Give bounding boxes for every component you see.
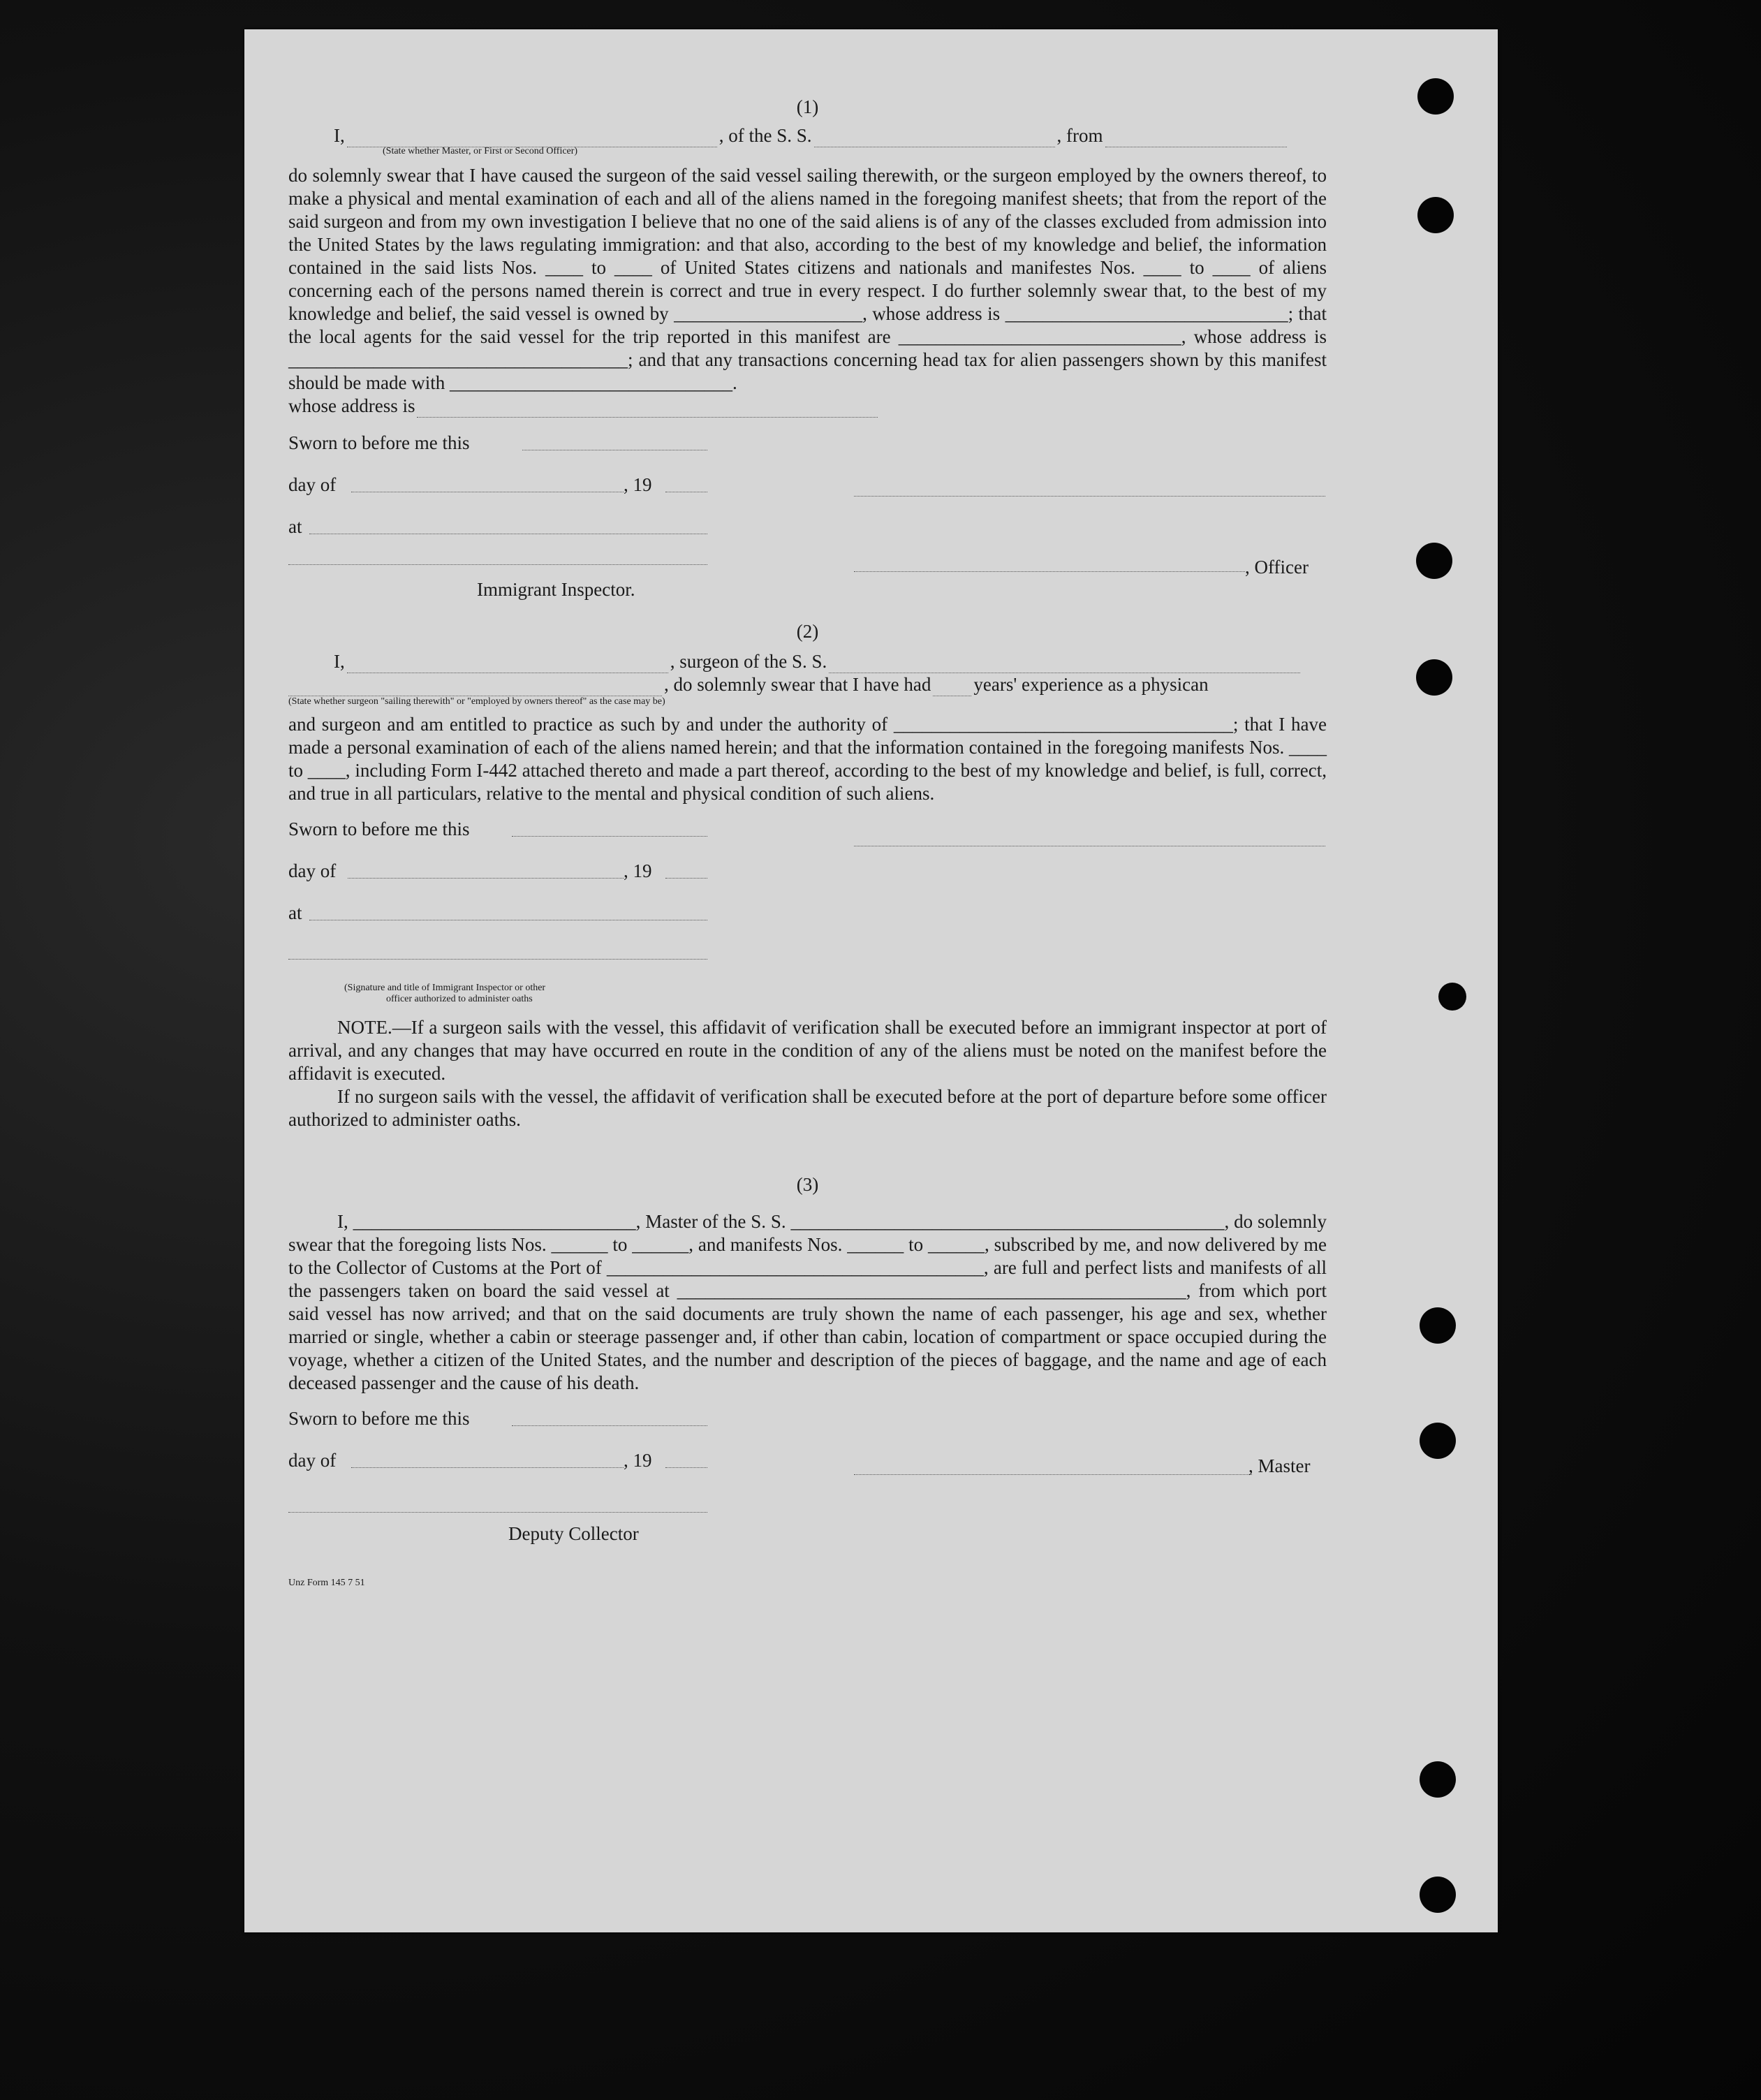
signature-caption-2: officer authorized to administer oaths (386, 994, 533, 1004)
form-content (288, 96, 1327, 1594)
surgeon-vessel-field[interactable] (829, 657, 1300, 673)
inspector-signature-line[interactable] (288, 564, 707, 565)
from-label: , from (1056, 125, 1103, 146)
master-label: , Master (1248, 1455, 1311, 1476)
from-port-field[interactable] (1105, 131, 1287, 147)
note-paragraph-2: If no surgeon sails with the vessel, the affidavit of verification shall be executed before at the port of departure before some officer authorized to administer oaths. (288, 1086, 1327, 1130)
whose-address-label: whose address is (288, 395, 415, 416)
year-field[interactable] (665, 1467, 707, 1468)
sworn-label: Sworn to before me this (288, 818, 470, 839)
binder-hole (1417, 197, 1454, 233)
section-1-signatures (288, 557, 1327, 620)
section-2-oath-text: and surgeon and am entitled to practice as such by and under the authority of ____________________________________; that I have made a personal examination of each of the aliens named herein; and that the information contained in the foregoing manifests Nos. ____ to ____, including Form I-442 attached thereto and made a part thereof, according to the best of my knowledge and belief, is full, correct, and true in all particulars, relative to the mental and physical condition of such aliens. (288, 714, 1327, 804)
surgeon-of-ss-label: , surgeon of the S. S. (670, 651, 827, 672)
vessel-name-field[interactable] (814, 131, 1055, 147)
of-ss-label: , of the S. S. (719, 125, 812, 146)
section-1-sworn-block (288, 432, 1327, 564)
officer-caption: (State whether Master, or First or Second Officer) (383, 146, 578, 156)
binder-hole (1420, 1307, 1456, 1344)
surgeon-status-field[interactable] (288, 680, 662, 696)
at-label: at (288, 516, 302, 537)
signature-caption-1: (Signature and title of Immigrant Inspector or other (344, 983, 546, 993)
binder-hole (1416, 659, 1452, 696)
deputy-collector-label: Deputy Collector (508, 1523, 639, 1544)
section-3-number: (3) (796, 1174, 819, 1195)
day-field[interactable] (348, 878, 624, 879)
collector-signature-line[interactable] (288, 1512, 707, 1513)
day-of-label: day of (288, 860, 337, 881)
sworn-label: Sworn to before me this (288, 432, 470, 453)
binder-hole (1417, 78, 1454, 115)
swear-label: , do solemnly swear that I have had (664, 674, 931, 695)
years-experience-field[interactable] (933, 680, 971, 696)
i-label: I, (334, 125, 345, 146)
head-tax-address-field[interactable] (417, 402, 878, 418)
year-label: , 19 (624, 474, 652, 495)
day-field[interactable] (351, 1467, 624, 1468)
section-2-line2 (288, 673, 1327, 696)
i-label: I, (334, 651, 345, 672)
binder-hole (1438, 983, 1466, 1011)
day-of-label: day of (288, 474, 337, 495)
binder-hole (1420, 1877, 1456, 1913)
surgeon-caption: (State whether surgeon "sailing therewith" or "employed by owners thereof" as the case may be) (288, 696, 665, 707)
form-identifier: Unz Form 145 7 51 (288, 1578, 365, 1588)
note-paragraph-1: NOTE.—If a surgeon sails with the vessel, this affidavit of verification shall be executed before an immigrant inspector at port of arrival, and any changes that may have occurred en route in the condition of any of the aliens must be noted on the manifest before the affidavit is executed. (288, 1017, 1327, 1084)
section-2-number: (2) (796, 621, 819, 642)
authorized-officer-signature-line[interactable] (288, 959, 707, 960)
section-3-oath-text: I, ______________________________, Master of the S. S. ______________________________________________, do solemnly swear that the foregoing lists Nos. ______ to ______, and manifests Nos. ______ to ______, subscribed by me, and now delivered by me to the Collector of Customs at the Port of ________________________________________, are full and perfect lists and manifests of all the passengers taken on board the said vessel at ______________________________________________________, from which port said vessel has now arrived; and that on the said documents are truly shown the name of each passenger, his age and sex, whether married or single, whether a cabin or steerage passenger and, if other than cabin, location of compartment or space occupied during the voyage, whether a citizen of the United States, and the number and description of the pieces of baggage, and the name and age of each deceased passenger and the cause of his death. (288, 1211, 1327, 1393)
section-2-sworn-block (288, 818, 1327, 978)
at-label: at (288, 902, 302, 923)
binder-hole (1416, 543, 1452, 579)
section-1-line1 (288, 124, 1327, 147)
year-label: , 19 (624, 1450, 652, 1471)
section-1-number: (1) (796, 96, 819, 117)
immigrant-inspector-label: Immigrant Inspector. (477, 579, 635, 600)
sworn-date-field[interactable] (512, 836, 707, 837)
sworn-label: Sworn to before me this (288, 1408, 470, 1429)
master-signature-line[interactable] (854, 1474, 1252, 1475)
sworn-date-field[interactable] (512, 1425, 707, 1426)
section-2-line1 (288, 650, 1327, 673)
officer-signature-line[interactable] (854, 571, 1245, 572)
section-3-sworn-block (288, 1407, 1327, 1547)
manifest-affidavit-page (244, 29, 1498, 1932)
year-field[interactable] (665, 878, 707, 879)
officer-label: , Officer (1245, 557, 1309, 578)
binder-hole (1420, 1761, 1456, 1798)
section-1-oath-text: do solemnly swear that I have caused the surgeon of the said vessel sailing therewith, or the surgeon employed by the owners thereof, to make a physical and mental examination of each and all of the aliens named in the foregoing manifest sheets; that from the report of the said surgeon and from my own investigation I believe that no one of the said aliens is of any of the classes excluded from admission into the United States by the laws regulating immigration: and that also, according to the best of my knowledge and belief, the information contained in the said lists Nos. ____ to ____ of United States citizens and nationals and manifestes Nos. ____ to ____ of aliens concerning each of the persons named therein is correct and true in every respect. I do further solemnly swear that, to the best of my knowledge and belief, the said vessel is owned by ____________________, whose address is ______________________________; that the local agents for the said vessel for the trip reported in this manifest are ______________________________, whose address is ____________________________________; and that any transactions concerning head tax for alien passengers shown by this manifest should be made with ______________________________. (288, 165, 1327, 393)
years-experience-label: years' experience as a physican (973, 674, 1209, 695)
officer-name-field[interactable] (347, 131, 717, 147)
day-of-label: day of (288, 1450, 337, 1471)
whose-address-line (288, 395, 1327, 418)
master-signature-line[interactable] (854, 496, 1325, 497)
surgeon-name-field[interactable] (347, 657, 668, 673)
binder-hole (1420, 1423, 1456, 1459)
year-label: , 19 (624, 860, 652, 881)
